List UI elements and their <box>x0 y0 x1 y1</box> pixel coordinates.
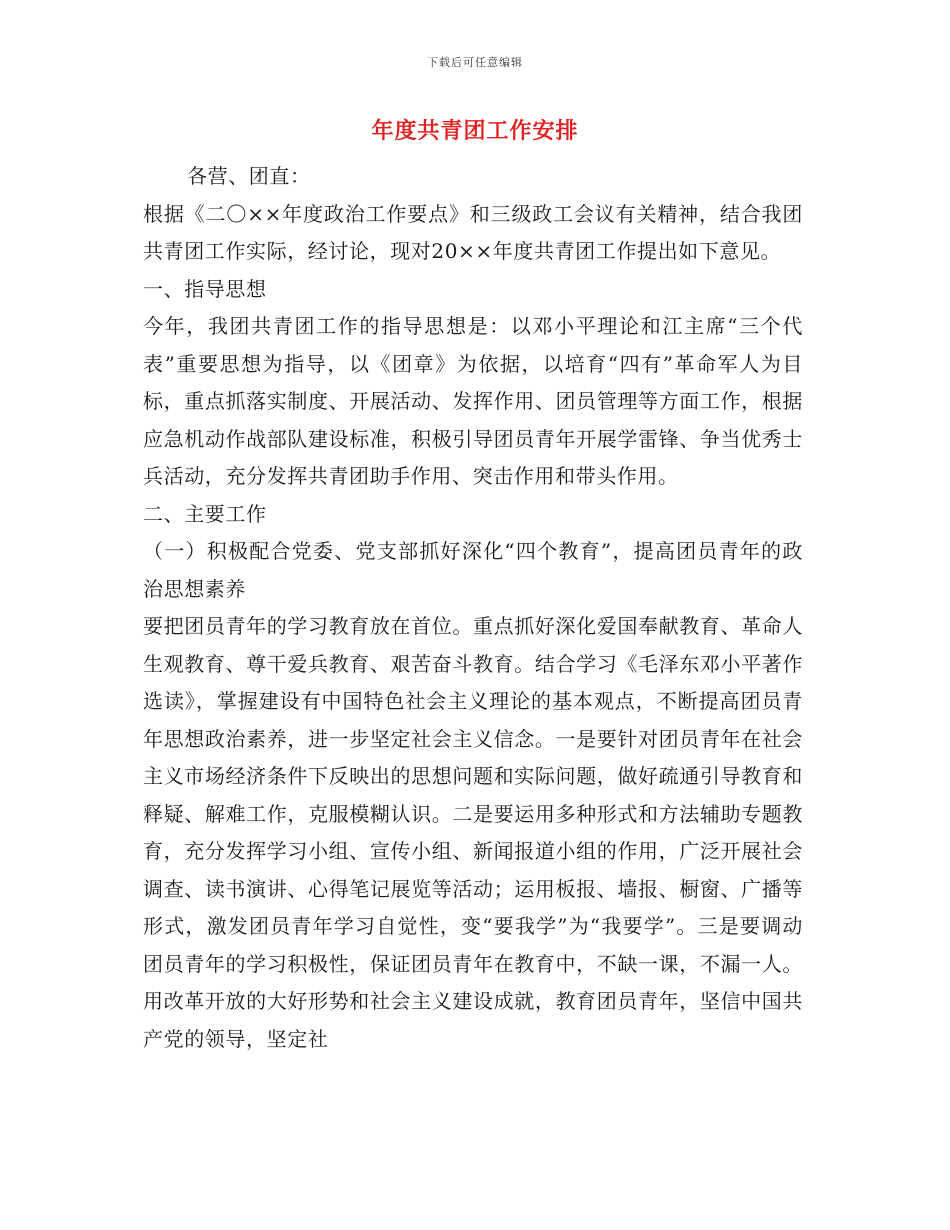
subsection-heading-1: （一）积极配合党委、党支部抓好深化“四个教育”，提高团员青年的政治思想素养 <box>143 539 803 601</box>
document-body <box>143 158 803 1058</box>
guiding-ideology-paragraph: 今年，我团共青团工作的指导思想是：以邓小平理论和江主席“三个代表”重要思想为指导，以《团章》为依据，以培育“四有”革命军人为目标，重点抓落实制度、开展活动、发挥作用、团员管理等方面工作，根据应急机动作战部队建设标准，积极引导团员青年开展学雷锋、争当优秀士兵活动，充分发挥共青团助手作用、突击作用和带头作用。 <box>143 314 803 488</box>
salutation: 各营、团直： <box>187 164 311 188</box>
page-header-note: 下载后可任意编辑 <box>427 56 523 69</box>
document-title: 年度共青团工作安排 <box>371 118 579 144</box>
intro-paragraph: 根据《二〇××年度政治工作要点》和三级政工会议有关精神，结合我团共青团工作实际，经讨论，现对20××年度共青团工作提出如下意见。 <box>143 201 803 263</box>
section-heading-guiding-ideology: 一、指导思想 <box>143 276 267 301</box>
subsection-1-paragraph: 要把团员青年的学习教育放在首位。重点抓好深化爱国奉献教育、革命人生观教育、尊干爱兵教育、艰苦奋斗教育。结合学习《毛泽东邓小平著作选读》，掌握建设有中国特色社会主义理论的基本观点，不断提高团员青年思想政治素养，进一步坚定社会主义信念。一是要针对团员青年在社会主义市场经济条件下反映出的思想问题和实际问题，做好疏通引导教育和释疑、解难工作，克服模糊认识。二是要运用多种形式和方法辅助专题教育，充分发挥学习小组、宣传小组、新闻报道小组的作用，广泛开展社会调查、读书演讲、心得笔记展览等活动；运用板报、墙报、橱窗、广播等形式，激发团员青年学习自觉性，变“要我学”为“我要学”。三是要调动团员青年的学习积极性，保证团员青年在教育中，不缺一课，不漏一人。用改革开放的大好形势和社会主义建设成就，教育团员青年，坚信中国共产党的领导，坚定社 <box>143 614 803 1051</box>
section-heading-main-work: 二、主要工作 <box>143 501 267 526</box>
